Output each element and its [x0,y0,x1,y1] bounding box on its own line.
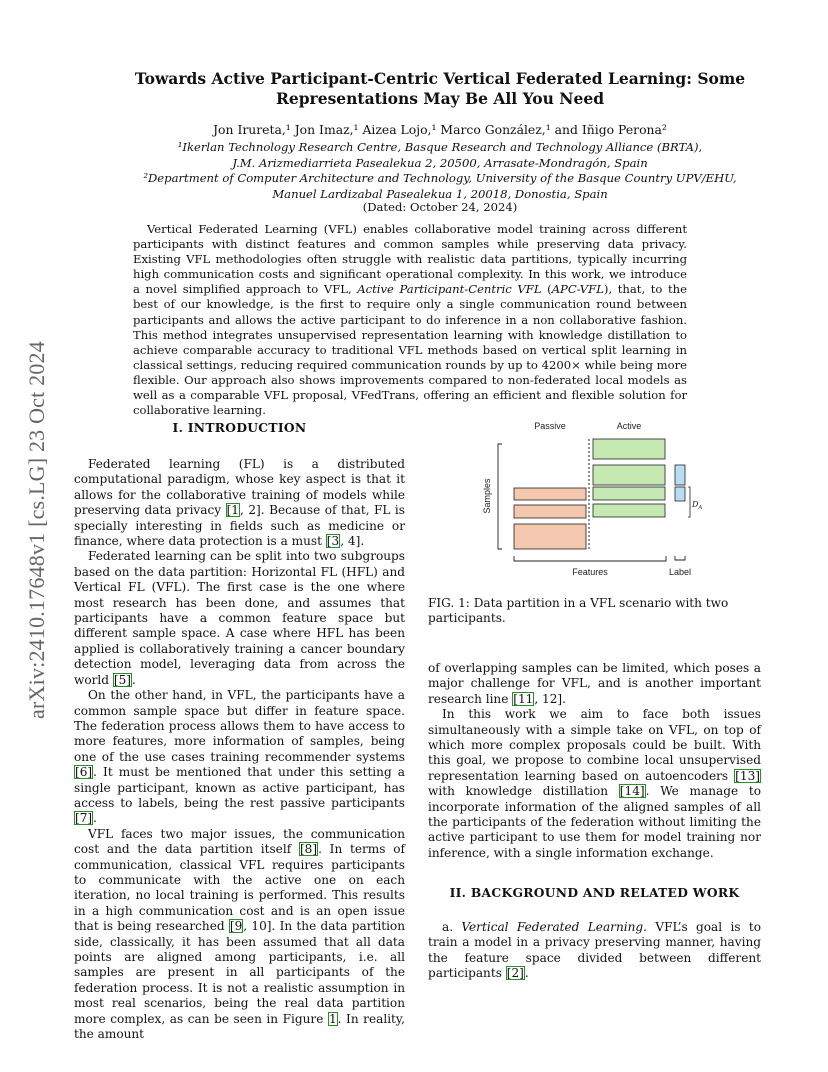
intro-paragraph-5 [428,661,761,707]
text: a. [442,920,462,934]
title-line-1: Towards Active Participant-Centric Vertical Federated Learning: Some [134,69,746,88]
citation-link[interactable]: [8] [299,842,318,857]
active-block [593,504,665,517]
passive-block [514,524,586,549]
affiliation-1-line-2: J.M. Arizmediarrieta Pasealekua 2, 20500, Arrasate-Mondragón, Spain [232,155,648,170]
abstract-text-1: Vertical Federated Learning (VFL) enables collaborative model training across different participants with distinct features and common samples while preserving data privacy. Existing VFL methodologies often struggle with realistic data partitions, typically incurring high communication costs and significant operational complexity. In this work, we introduce a novel simplified approach to VFL, [133,222,687,297]
background-paragraph-1 [428,920,761,982]
dated-line: (Dated: October 24, 2024) [362,200,518,214]
paper-title [100,69,780,109]
citation-link[interactable]: [2] [506,966,524,981]
label-block [675,465,685,485]
label-samples: Samples [482,478,492,514]
text: . In the data partition side, classically, it has been assumed that all data points are aligned among participants, i.e. all samples are present in all participants of the federation process. It is not a realistic assumption in most real scenarios, being the real data partition more complex, as can be seen in Figure [74,919,406,1026]
text: VFL faces two major issues, the communication cost and the data partition itself [74,826,405,857]
right-column-top [428,661,761,861]
text: . [93,811,97,826]
passive-block [514,488,586,500]
citation-link[interactable]: [5] [113,672,132,687]
label-label: Label [668,567,692,577]
abstract-text-3: ), that, to the best of our knowledge, is the first to require only a single communication round between participants and allows the active participant to do inference in a non collaborative fashion. This method integrates unsupervised representation learning with knowledge distillation to achieve comparable accuracy to traditional VFL methods based on vertical split learning in classical settings, reducing required communication rounds by up to 4200× while being more flexible. Our approach also shows improvements compared to non-federated local models as well as a comparable VFL proposal, VFedTrans, offering an efficient and flexible solution for collaborative learning. [133,282,687,418]
citation-link[interactable]: , 2] [240,503,261,518]
intro-paragraph-1 [74,457,405,549]
figure-1-caption: FIG. 1: Data partition in a VFL scenario with two participants. [428,596,729,626]
text: . [524,966,529,981]
citation-link[interactable]: [9 [229,919,243,934]
arxiv-identifier: arXiv:2410.17648v1 [cs.LG] 23 Oct 2024 [24,341,49,719]
text: Federated learning can be split into two subgroups based on the data partition: Horizontal FL (HFL) and Vertical FL (VFL). The first case is the one where most research has been done, and assumes that participants have a common feature space but different sample space. A case where HFL has been applied is collaboratively training a cancer boundary detection model, leveraging data from across the world [74,549,405,687]
samples-brace [498,444,502,549]
right-column-bottom [428,920,761,982]
active-block [593,439,665,459]
citation-link[interactable]: [7] [75,811,93,826]
abstract-text-2: ( [541,282,552,297]
da-bracket [688,487,690,517]
text: . Because of that, FL is specially interesting in fields such as medicine or finance, where data protection is a must [74,503,406,549]
citation-link[interactable]: [14] [619,784,645,799]
intro-paragraph-2 [74,549,405,688]
figure-1-data-partition [476,414,716,584]
text: . We manage to incorporate information of the aligned samples of all the participants of the federation without limiting the active participant to use them for model training nor inference, with a single information exchange. [428,784,761,860]
citation-link[interactable]: , 10] [243,919,272,934]
text: . In terms of communication, classical VFL requires participants to communicate with the active one on each iteration, no local training is performed. This results in a high communication cost and is an open issue that is being researched [74,842,405,934]
text: . It must be mentioned that under this setting a single participant, known as active participant, has access to labels, being the rest passive participants [74,765,405,810]
text: VFL’s goal is to train a model in a privacy preserving manner, having the feature space divided between different participants [428,920,762,981]
affiliation-2-line-1: ²Department of Computer Architecture and Technology, University of the Basque Country UPV/EHU, [143,171,737,185]
intro-paragraph-3 [74,688,405,827]
title-line-2: Representations May Be All You Need [275,89,605,108]
citation-link[interactable]: , 12] [534,691,563,706]
citation-link[interactable]: , 4] [340,534,361,549]
text: . [360,534,365,549]
features-brace [514,556,666,561]
abstract-italic-2: APC-VFL [551,282,604,297]
citation-link[interactable]: [11 [513,691,534,706]
arxiv-sidebar [14,290,60,770]
abstract-italic-1: Active Participant-Centric VFL [357,282,542,297]
active-block [593,465,665,485]
label-block [675,487,685,501]
left-column [74,457,405,1042]
abstract [133,222,687,418]
paragraph-title: Vertical Federated Learning. [461,920,647,934]
text: Federated learning (FL) is a distributed computational paradigm, whose key aspect is that it allows for the collaborative training of models while preserving data privacy [74,457,405,518]
figure-link[interactable]: 1 [328,1011,337,1026]
citation-link[interactable]: [13] [735,768,760,783]
text: . In reality, the amount [74,1011,405,1042]
text: On the other hand, in VFL, the participants have a common sample space but differ in feature space. The federation process allows them to have access to more features, more information of samples, being one of the use cases training recommender systems [74,688,405,764]
citation-link[interactable]: [6] [75,765,93,780]
affiliation-1 [100,140,780,171]
active-block [593,487,665,500]
label-active: Active [616,421,642,431]
label-passive: Passive [534,421,566,431]
text: . [132,672,136,687]
affiliation-1-line-1: ¹Ikerlan Technology Research Centre, Basque Research and Technology Alliance (BRTA), [177,140,703,154]
label-da: $D_A$ [692,500,703,511]
section-heading-background: II. BACKGROUND AND RELATED WORK [449,885,740,900]
section-heading-introduction: I. INTRODUCTION [172,420,307,435]
label-brace [675,556,685,560]
label-features: Features [572,567,608,577]
author-list: Jon Irureta,¹ Jon Imaz,¹ Aizea Lojo,¹ Marco González,¹ and Iñigo Perona² [213,122,667,137]
affiliation-2 [100,171,780,202]
text: of overlapping samples can be limited, which poses a major challenge for VFL, and is another important research line [428,661,761,706]
intro-paragraph-4 [74,827,405,1043]
citation-link[interactable]: [1 [226,503,239,518]
citation-link[interactable]: [3 [326,534,340,549]
text: with knowledge distillation [428,784,619,799]
text: . [562,691,566,706]
intro-paragraph-6 [428,707,761,861]
passive-block [514,505,586,518]
text: In this work we aim to face both issues simultaneously with a simple take on VFL, on top of which more complex proposals could be built. With this goal, we propose to combine local unsupervised representation learning based on autoencoders [428,707,761,783]
affiliation-2-line-2: Manuel Lardizabal Pasealekua 1, 20018, Donostia, Spain [272,186,608,201]
